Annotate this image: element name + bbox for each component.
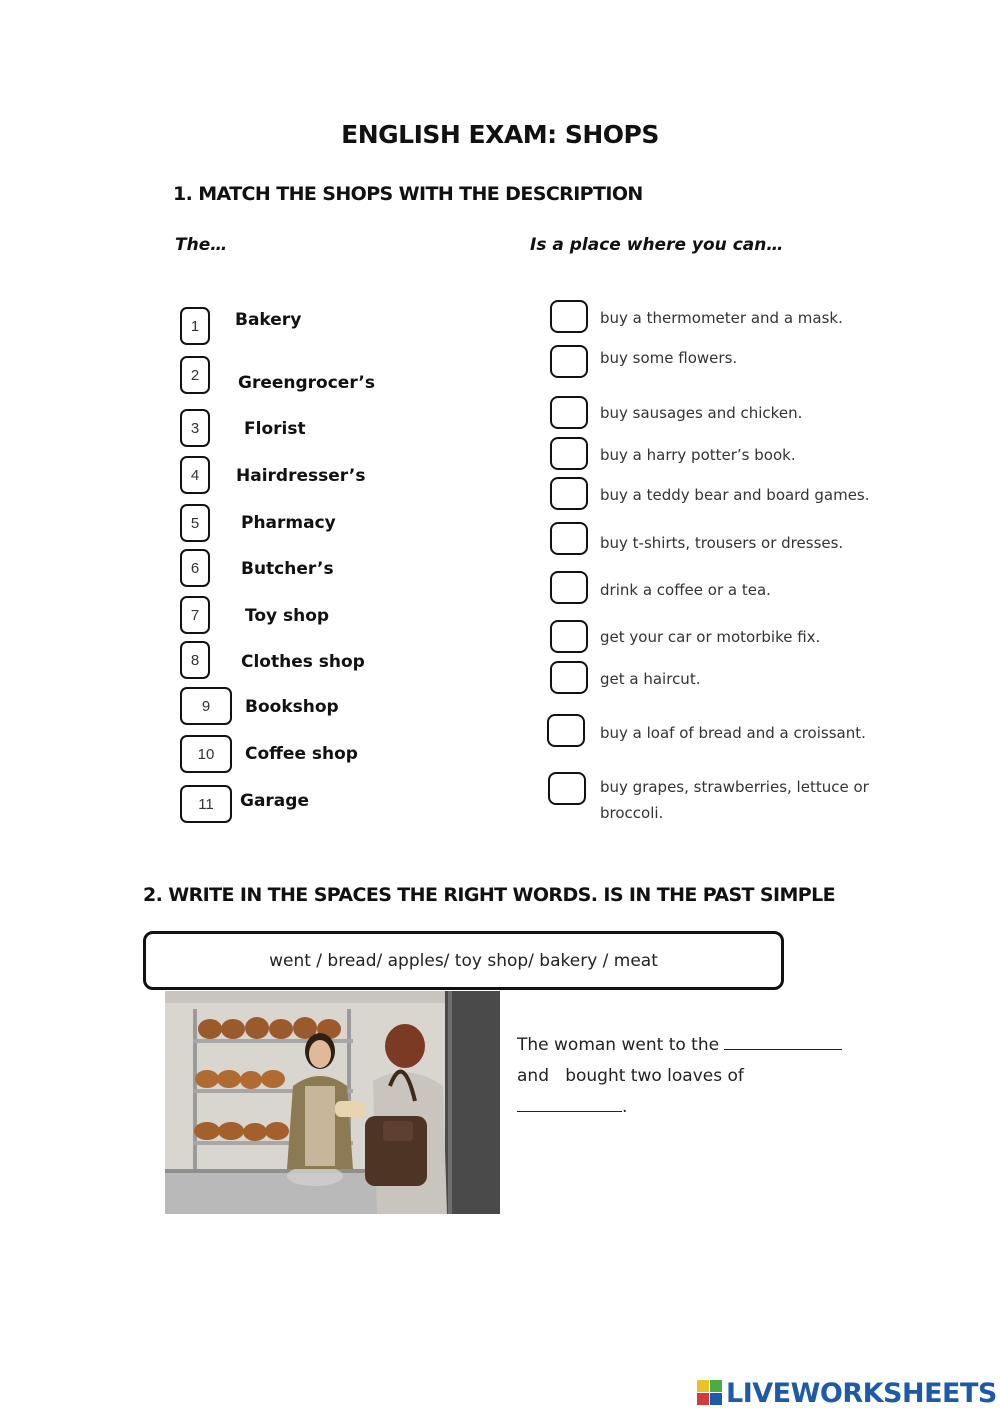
- page-title: ENGLISH EXAM: SHOPS: [341, 120, 659, 149]
- sentence-end: .: [622, 1097, 628, 1117]
- word-bank: [143, 931, 784, 990]
- shop-name: Butcher’s: [241, 559, 334, 579]
- shop-name: Hairdresser’s: [236, 466, 366, 486]
- description-text: get your car or motorbike fix.: [600, 628, 821, 646]
- shop-number-box: 3: [180, 409, 210, 447]
- bakery-photo: [165, 991, 500, 1214]
- blank-field-1[interactable]: [724, 1031, 842, 1050]
- liveworksheets-logo-icon: [697, 1380, 723, 1408]
- shop-number-box: 10: [180, 735, 232, 773]
- shop-name: Bakery: [235, 310, 302, 330]
- description-text: buy a loaf of bread and a croissant.: [600, 724, 866, 742]
- shop-number-box: 6: [180, 549, 210, 587]
- shop-number-box: 11: [180, 785, 232, 823]
- description-text: buy sausages and chicken.: [600, 404, 803, 422]
- shop-number-box: 9: [180, 687, 232, 725]
- sentence-part1: The woman went to the: [517, 1035, 720, 1055]
- answer-box[interactable]: [550, 661, 588, 694]
- answer-box[interactable]: [550, 571, 588, 604]
- answer-box[interactable]: [550, 522, 588, 555]
- column-left-heading: The…: [175, 235, 228, 255]
- shop-name: Garage: [240, 791, 309, 811]
- sentence-part2: and bought two loaves of: [517, 1066, 744, 1086]
- description-text: buy a teddy bear and board games.: [600, 486, 870, 504]
- shop-name: Florist: [244, 419, 306, 439]
- description-text: buy a harry potter’s book.: [600, 446, 796, 464]
- description-text: get a haircut.: [600, 670, 701, 688]
- answer-box[interactable]: [548, 772, 586, 805]
- shop-number-box: 7: [180, 596, 210, 634]
- liveworksheets-logo: [697, 1378, 997, 1409]
- blank-field-2[interactable]: [517, 1093, 622, 1112]
- brand-name: LIVEWORKSHEETS: [726, 1378, 997, 1409]
- shop-name: Clothes shop: [241, 652, 365, 672]
- answer-box[interactable]: [550, 477, 588, 510]
- shop-name: Coffee shop: [245, 744, 358, 764]
- description-text: drink a coffee or a tea.: [600, 581, 771, 599]
- shop-name: Greengrocer’s: [238, 373, 376, 393]
- answer-box[interactable]: [547, 714, 585, 747]
- description-text: buy a thermometer and a mask.: [600, 309, 843, 327]
- shop-number-box: 2: [180, 356, 210, 394]
- description-text: buy some flowers.: [600, 349, 738, 367]
- description-text: buy grapes, strawberries, lettuce or broccoli.: [600, 778, 869, 822]
- shop-number-box: 4: [180, 456, 210, 494]
- shop-name: Toy shop: [245, 606, 330, 626]
- answer-box[interactable]: [550, 437, 588, 470]
- fill-in-sentence: [517, 1030, 857, 1123]
- answer-box[interactable]: [550, 345, 588, 378]
- section1-heading: 1. MATCH THE SHOPS WITH THE DESCRIPTION: [173, 183, 643, 205]
- shop-number-box: 8: [180, 641, 210, 679]
- word-bank-text: went / bread/ apples/ toy shop/ bakery / meat: [269, 950, 658, 971]
- answer-box[interactable]: [550, 396, 588, 429]
- shop-number-box: 5: [180, 504, 210, 542]
- answer-box[interactable]: [550, 620, 588, 653]
- shop-name: Bookshop: [245, 697, 339, 717]
- shop-number-box: 1: [180, 307, 210, 345]
- answer-box[interactable]: [550, 300, 588, 333]
- column-right-heading: Is a place where you can…: [530, 235, 784, 255]
- shop-name: Pharmacy: [241, 513, 336, 533]
- section2-heading: 2. WRITE IN THE SPACES THE RIGHT WORDS. IS IN THE PAST SIMPLE: [143, 884, 835, 906]
- description-text: buy t-shirts, trousers or dresses.: [600, 534, 844, 552]
